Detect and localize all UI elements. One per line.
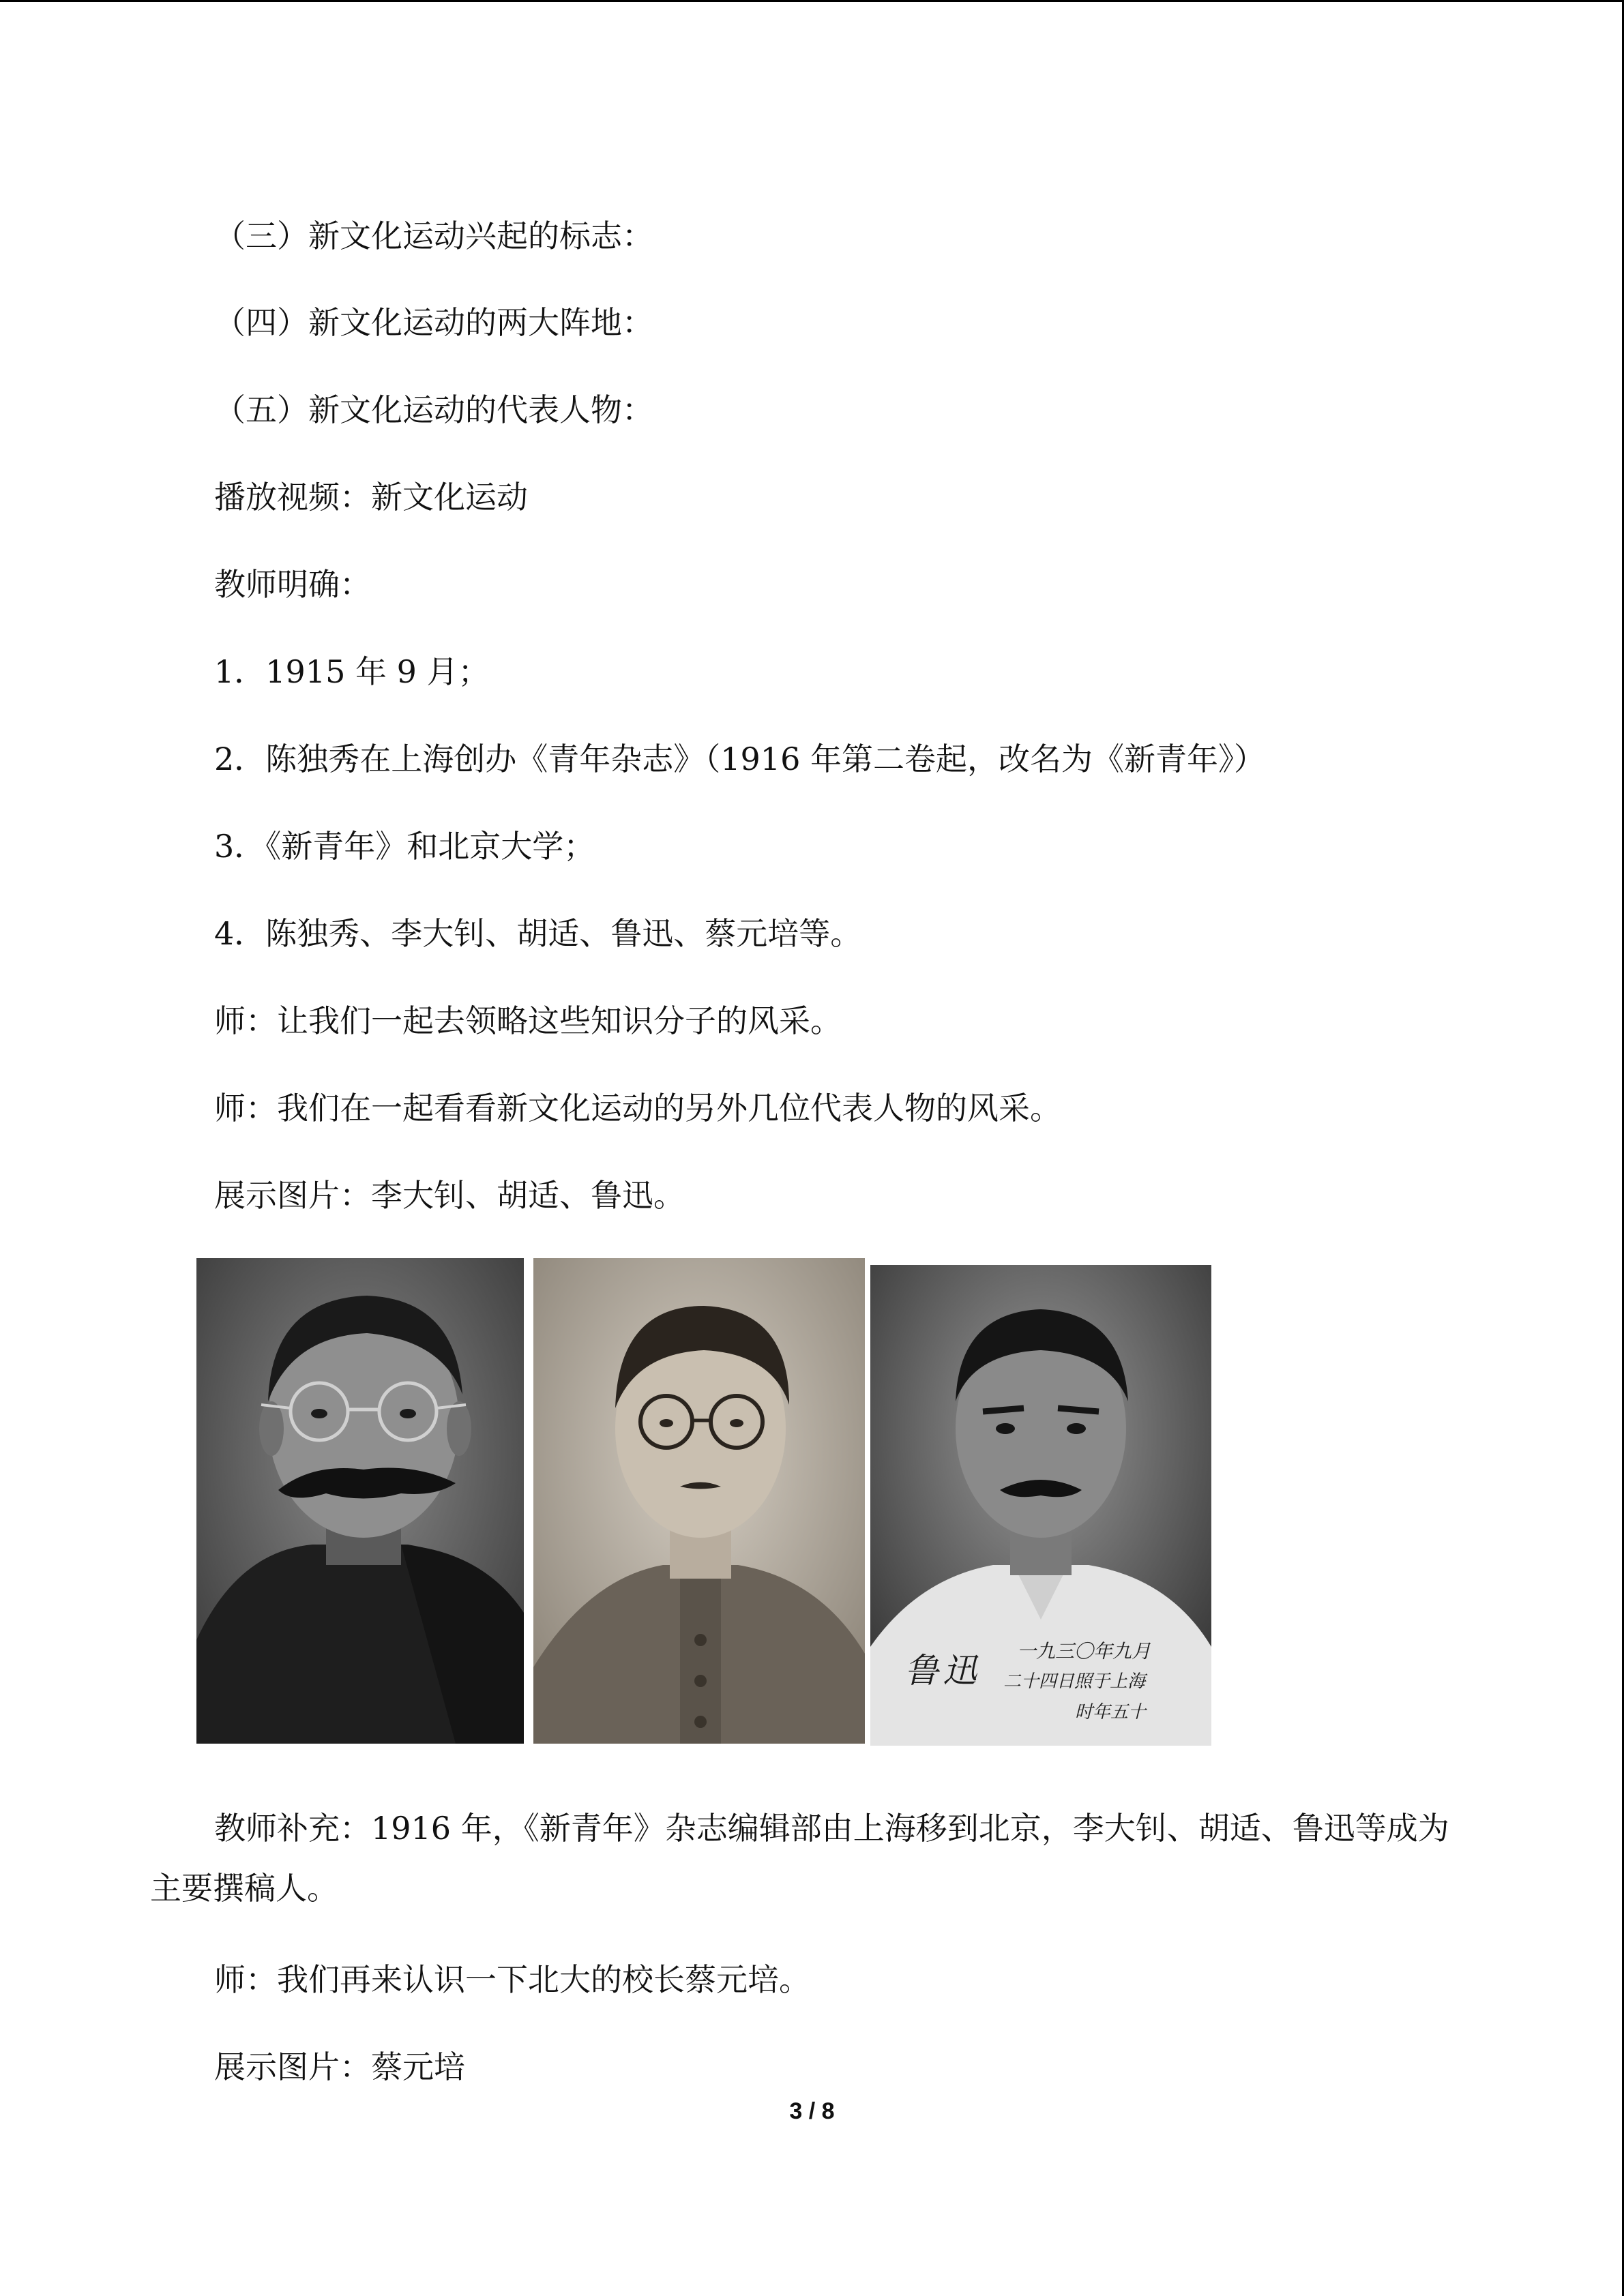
- heading-four: （四）新文化运动的两大阵地：: [214, 304, 653, 341]
- answer-4: 4．陈独秀、李大钊、胡适、鲁迅、蔡元培等。: [214, 915, 862, 952]
- teacher-supplement-paragraph: 教师补充：1916 年，《新青年》杂志编辑部由上海移到北京，李大钊、胡适、鲁迅等成为主要撰稿人。: [150, 1810, 1449, 1907]
- answer-1: 1．1915 年 9 月；: [214, 653, 490, 690]
- teacher-line: 师：让我们一起去领略这些知识分子的风采。: [214, 1002, 842, 1039]
- photo-signature: 鲁迅: [904, 1651, 981, 1690]
- page-border: [0, 0, 1624, 2]
- page-number: 3 / 8: [789, 2098, 835, 2124]
- photo-date-line-1: 一九三〇年九月: [1017, 1640, 1151, 1663]
- answer-2: 2．陈独秀在上海创办《青年杂志》（1916 年第二卷起，改名为《新青年》）: [214, 741, 1265, 777]
- heading-five: （五）新文化运动的代表人物：: [214, 391, 653, 428]
- show-images-line: 展示图片：李大钊、胡适、鲁迅。: [214, 1177, 685, 1214]
- photo-date-line-3: 时年五十: [1075, 1702, 1147, 1723]
- video-line: 播放视频：新文化运动: [214, 479, 528, 516]
- teacher-clarify: 教师明确：: [214, 566, 371, 603]
- portrait-photos: [196, 1258, 1213, 1746]
- portrait-photo-hu-shi: [533, 1258, 865, 1744]
- portrait-photo-lu-xun: [870, 1265, 1211, 1746]
- show-images-line: 展示图片：蔡元培: [214, 2048, 465, 2085]
- photo-date-line-2: 二十四日照于上海: [1003, 1671, 1146, 1692]
- portrait-photo-li-dazhao: [196, 1258, 524, 1744]
- teacher-line: 师：我们再来认识一下北大的校长蔡元培。: [214, 1961, 810, 1998]
- teacher-line: 师：我们在一起看看新文化运动的另外几位代表人物的风采。: [214, 1090, 1061, 1127]
- heading-three: （三）新文化运动兴起的标志：: [214, 218, 653, 254]
- answer-3: 3．《新青年》和北京大学；: [214, 828, 595, 865]
